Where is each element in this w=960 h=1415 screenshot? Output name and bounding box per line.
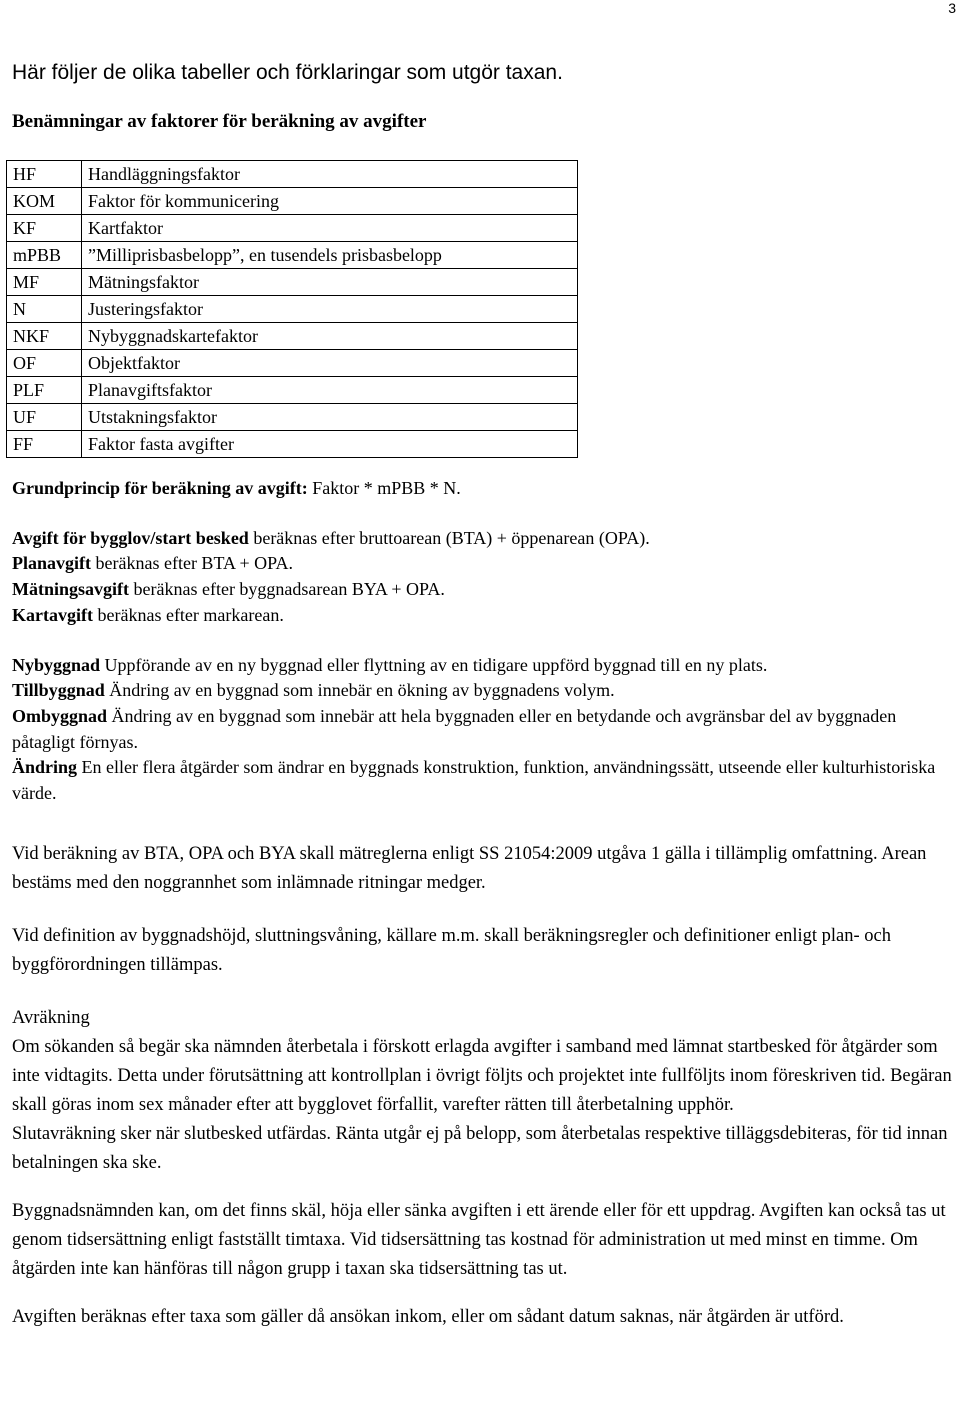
applicable-tariff-paragraph: Avgiften beräknas efter taxa som gäller då ansökan inkom, eller om sådant datum saknas, när åtgärden är utförd. [12,1306,844,1327]
fee-term: Mätningsavgift [12,579,129,600]
definition-cell: Justeringsfaktor [82,296,578,323]
definition-text: Uppförande av en ny byggnad eller flyttning av en tidigare uppförd byggnad till en ny plats. [100,654,768,675]
abbreviation-cell: UF [7,404,82,431]
definition-cell: Objektfaktor [82,350,578,377]
definition-cell: Kartfaktor [82,215,578,242]
table-row [7,188,578,215]
abbreviation-cell: OF [7,350,82,377]
fee-text: beräknas efter bruttoarean (BTA) + öppenarean (OPA). [248,527,650,548]
fee-line [12,526,956,552]
table-row [7,215,578,242]
abbreviation-cell: mPBB [7,242,82,269]
intro-text: Här följer de olika tabeller och förklaringar som utgör taxan. [12,61,563,84]
definition-cell: Utstakningsfaktor [82,404,578,431]
definition-line [12,678,956,704]
fee-term: Kartavgift [12,604,93,625]
adjustment-paragraph: Byggnadsnämnden kan, om det finns skäl, höja eller sänka avgiften i ett ärende eller för ett uppdrag. Avgiften kan också tas ut genom tidsersättning enligt fastställt timtaxa. Vid tidsersättning tas kostnad för administration ut med minst en timme. Om åtgärden inte kan hänföras till någon grupp i taxan ska tidsersättning tas ut. [12,1200,946,1279]
table-row [7,431,578,458]
definition-line [12,704,956,755]
table-row [7,323,578,350]
definition-cell: Mätningsfaktor [82,269,578,296]
table-row [7,404,578,431]
abbreviations-table [6,160,578,458]
definition-cell: Faktor fasta avgifter [82,431,578,458]
fee-line [12,603,956,629]
main-content [12,476,956,1332]
fee-term: Avgift för bygglov/start besked [12,527,249,548]
definition-text: Ändring av en byggnad som innebär att hela byggnaden eller en betydande och avgränsbar del av byggnaden påtagligt förnyas. [12,705,897,752]
principle-formula: Faktor * mPBB * N. [307,478,461,498]
abbreviation-cell: N [7,296,82,323]
fee-line [12,577,956,603]
fee-text: beräknas efter BTA + OPA. [91,553,294,574]
abbreviation-cell: PLF [7,377,82,404]
abbreviation-cell: NKF [7,323,82,350]
definition-term: Ombyggnad [12,705,108,726]
fee-term: Planavgift [12,553,91,574]
table-row [7,350,578,377]
definition-text: En eller flera åtgärder som ändrar en byggnads konstruktion, funktion, användningssätt, utseende eller kulturhistoriska värde. [12,757,936,804]
settlement-paragraph: Om sökanden så begär ska nämnden återbetala i förskott erlagda avgifter i samband med lämnat startbesked för åtgärder som inte vidtagits. Detta under förutsättning att kontrollplan i övrigt följts och projektet inte fullföljts inom föreskriven tid. Begäran skall göras inom sex månader efter att bygglovet förfallit, varefter rätten till återbetalning upphör. [12,1036,952,1115]
abbreviation-cell: KF [7,215,82,242]
definition-cell: Faktor för kommunicering [82,188,578,215]
abbreviation-cell: KOM [7,188,82,215]
principle-line [12,476,956,502]
settlement-heading: Avräkning [12,1007,90,1028]
settlement-paragraph: Slutavräkning sker när slutbesked utfärdas. Ränta utgår ej på belopp, som återbetalas respektive tilläggsdebiteras, för tid innan betalningen ska ske. [12,1123,948,1173]
abbreviation-cell: MF [7,269,82,296]
definition-cell: Nybyggnadskartefaktor [82,323,578,350]
definition-term: Tillbyggnad [12,680,105,701]
table-row [7,377,578,404]
principle-label: Grundprincip för beräkning av avgift: [12,478,308,498]
table-row [7,296,578,323]
definition-rules: Vid definition av byggnadshöjd, sluttningsvåning, källare m.m. skall beräkningsregler och definitioner enligt plan- och byggförordningen tillämpas. [12,925,891,975]
table-row [7,161,578,188]
measurement-rules: Vid beräkning av BTA, OPA och BYA skall mätreglerna enligt SS 21054:2009 utgåva 1 gälla i tillämplig omfattning. Arean bestäms med den noggrannhet som inlämnade ritningar medger. [12,843,927,893]
fee-text: beräknas efter markarean. [92,604,284,625]
page-number: 3 [948,0,956,16]
definition-cell: ”Milliprisbasbelopp”, en tusendels prisbasbelopp [82,242,578,269]
definition-term: Nybyggnad [12,654,101,675]
fee-line [12,551,956,577]
definition-cell: Handläggningsfaktor [82,161,578,188]
abbreviation-cell: HF [7,161,82,188]
definition-line [12,653,956,679]
abbreviations-heading: Benämningar av faktorer för beräkning av avgifter [12,111,427,132]
fee-text: beräknas efter byggnadsarean BYA + OPA. [129,579,445,600]
table-row [7,269,578,296]
table-row [7,242,578,269]
definition-text: Ändring av en byggnad som innebär en ökning av byggnadens volym. [104,680,615,701]
definition-line [12,755,956,806]
definition-cell: Planavgiftsfaktor [82,377,578,404]
definition-term: Ändring [12,757,78,778]
abbreviation-cell: FF [7,431,82,458]
